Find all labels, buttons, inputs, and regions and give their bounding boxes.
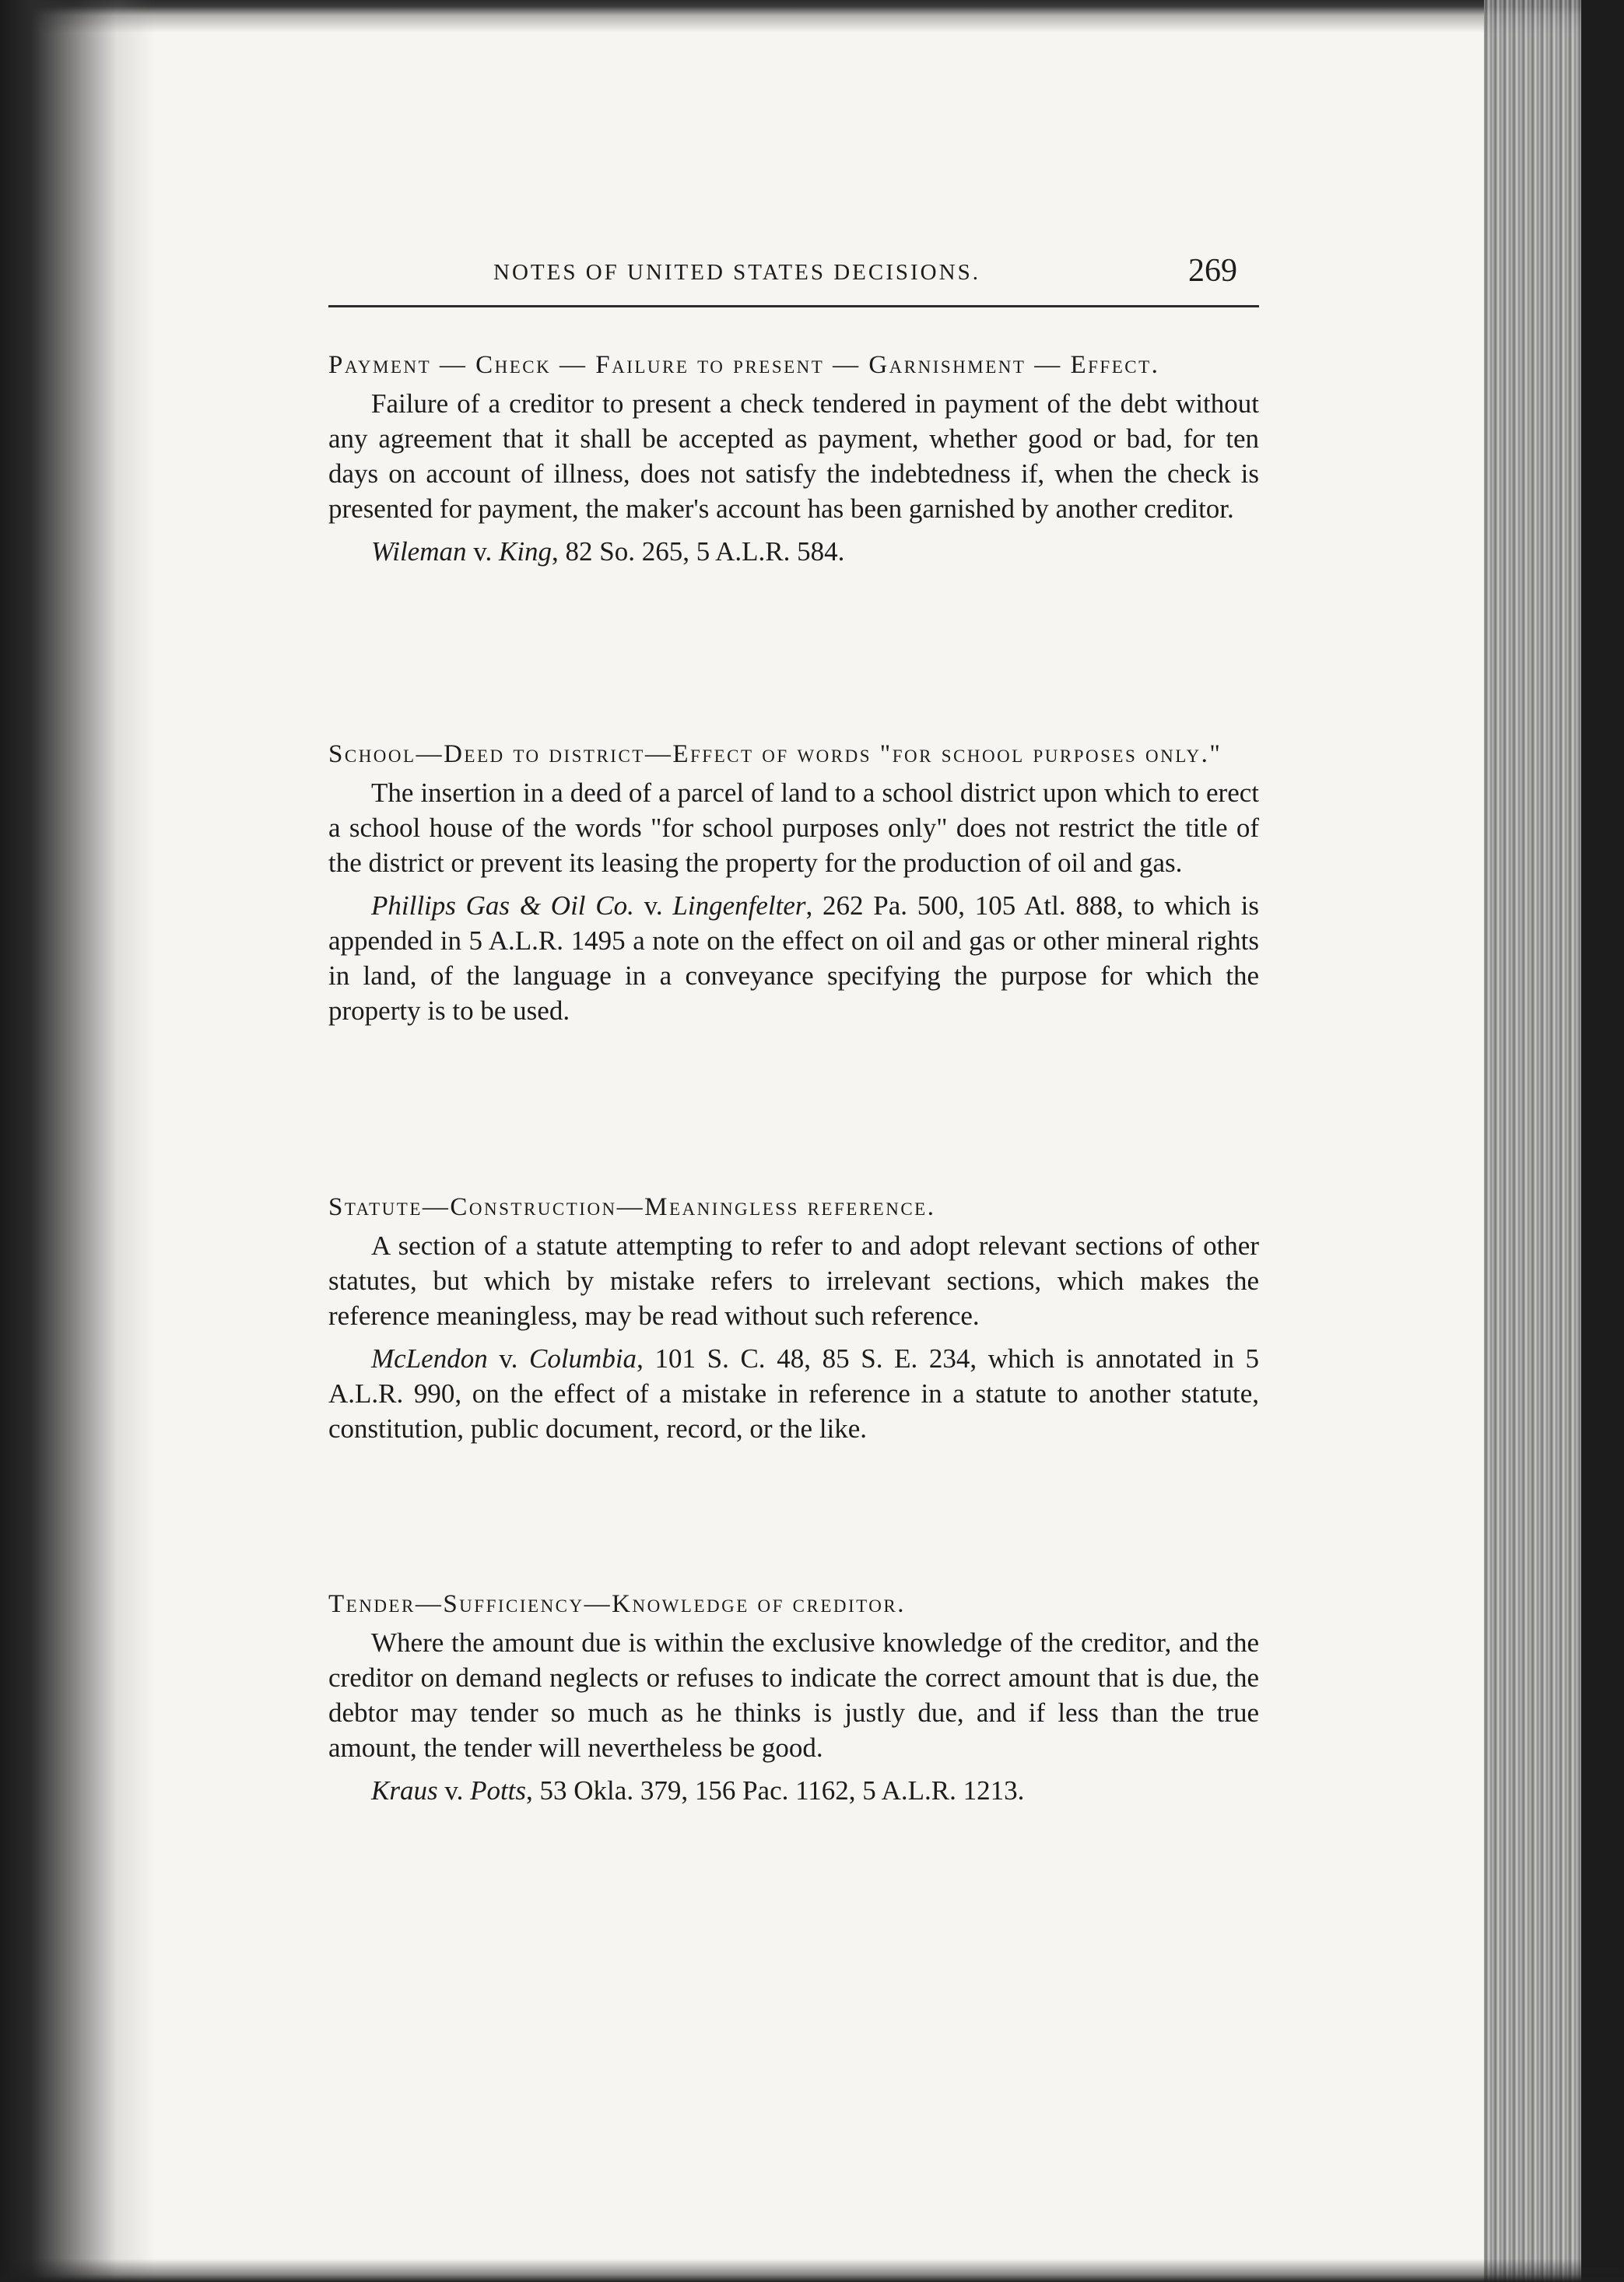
case-name-b: Lingenfelter	[672, 890, 806, 921]
note-heading: Statute—Construction—Meaningless reference.	[328, 1193, 936, 1221]
case-name-a: Kraus	[371, 1775, 438, 1806]
note-payment-check	[328, 347, 1259, 569]
scan-bottom-edge	[0, 2259, 1624, 2282]
case-reference: , 101 S. C. 48, 85 S. E. 234, which is annotated in 5 A.L.R. 990, on the effect of a mistake in reference in a statute to another statute, constitution, public document, record, or the like.	[328, 1343, 1260, 1444]
note-heading: School—Deed to district—Effect of words "for school purposes only."	[328, 740, 1222, 768]
case-reference: , 82 So. 265, 5 A.L.R. 584.	[552, 536, 845, 567]
case-versus: v.	[633, 890, 673, 921]
case-name-b: King	[498, 536, 552, 567]
note-statute-construction	[328, 1189, 1259, 1446]
note-citation	[328, 1341, 1259, 1446]
note-body: A section of a statute attempting to refer to and adopt relevant sections of other statutes, but which by mistake refers to irrelevant sections, which makes the reference meaningless, may be read without such reference.	[328, 1231, 1259, 1331]
case-reference: , 53 Okla. 379, 156 Pac. 1162, 5 A.L.R. 1213.	[526, 1775, 1025, 1806]
note-citation	[328, 1773, 1259, 1808]
note-body: Where the amount due is within the exclusive knowledge of the creditor, and the creditor on demand neglects or refuses to indicate the correct amount that is due, the debtor may tender so much as he thinks is justly due, and if less than the true amount, the tender will nevertheless be good.	[328, 1627, 1259, 1763]
case-reference: , 262 Pa. 500, 105 Atl. 888, to which is appended in 5 A.L.R. 1495 a note on the effect on oil and gas or other mineral rights in land, of the language in a conveyance specifying the purpose for which the property is to be used.	[328, 890, 1259, 1026]
scan-right-shadow	[1581, 0, 1624, 2282]
note-body: The insertion in a deed of a parcel of land to a school district upon which to erect a school house of the words "for school purposes only" does not restrict the title of the district or prevent its leasing the property for the production of oil and gas.	[328, 778, 1259, 878]
note-heading: Tender—Sufficiency—Knowledge of creditor.	[328, 1590, 906, 1618]
running-head	[328, 248, 1259, 302]
page-number: 269	[1188, 253, 1237, 289]
note-heading: Payment — Check — Failure to present — Garnishment — Effect.	[328, 351, 1160, 379]
case-name-a: Wileman	[371, 536, 467, 567]
case-name-a: McLendon	[371, 1343, 488, 1374]
scan-top-edge	[0, 0, 1624, 33]
scan-left-edge	[0, 0, 156, 2282]
running-head-title: NOTES OF UNITED STATES DECISIONS.	[493, 260, 980, 285]
note-school-deed	[328, 736, 1259, 1028]
case-name-b: Potts	[470, 1775, 527, 1806]
note-tender-sufficiency	[328, 1586, 1259, 1808]
case-versus: v.	[487, 1343, 529, 1374]
case-versus: v.	[466, 536, 499, 567]
case-name-a: Phillips Gas & Oil Co.	[371, 890, 634, 921]
case-name-b: Columbia	[528, 1343, 637, 1374]
case-versus: v.	[437, 1775, 471, 1806]
note-citation	[328, 888, 1259, 1028]
header-rule	[328, 305, 1259, 307]
book-page	[328, 248, 1260, 1806]
note-body: Failure of a creditor to present a check tendered in payment of the debt without any agreement that it shall be accepted as payment, whether good or bad, for ten days on account of illness, does not satisfy the indebtedness if, when the check is presented for payment, the maker's account has been garnished by another creditor.	[328, 388, 1259, 524]
note-citation	[328, 534, 1259, 569]
